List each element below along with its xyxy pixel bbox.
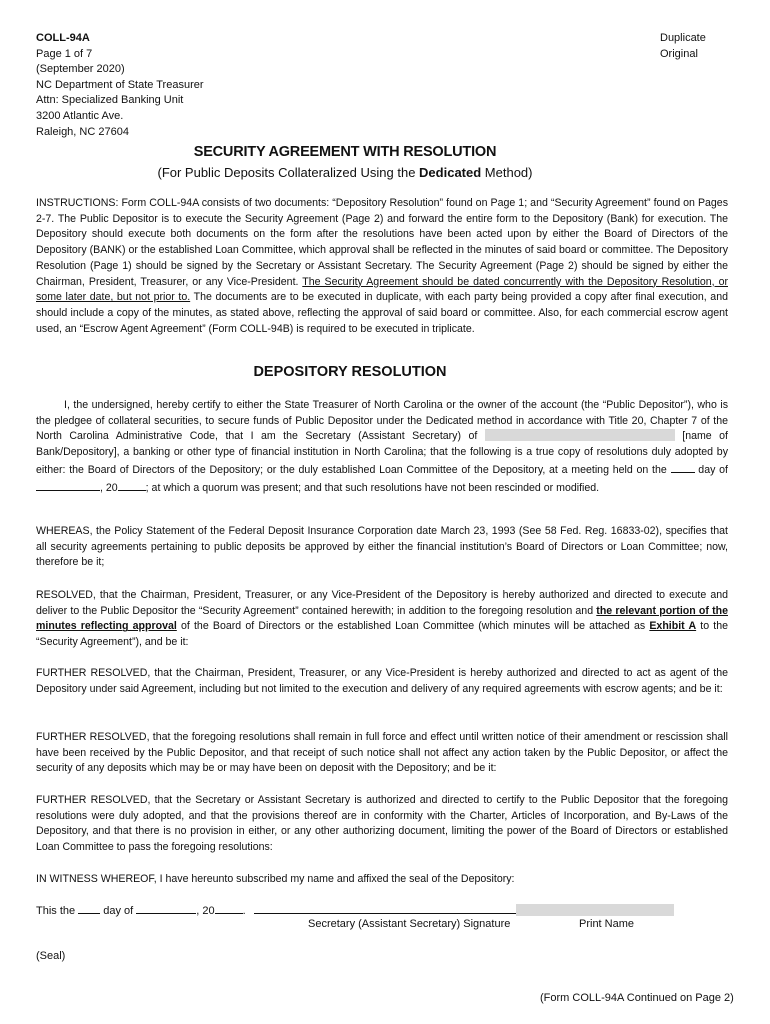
form-date: (September 2020) [36, 63, 125, 76]
subtitle-bold-method: Dedicated [419, 165, 482, 180]
resolved-text: RESOLVED, that the Chairman, President, Treasurer, or any Vice-President of the Depository is hereby authorized and directed to execute and deliver to the Public Depositor the “Security Agreement” contained herewith; in addition to the foregoing resolution and [36, 589, 728, 617]
form-id: COLL-94A [36, 32, 90, 44]
seal-label: (Seal) [36, 950, 66, 962]
subtitle-text: (For Public Deposits Collateralized Using the [157, 165, 420, 180]
certify-day-of: day of [694, 463, 728, 476]
bank-name-field[interactable] [485, 429, 675, 441]
attention-line: Attn: Specialized Banking Unit [36, 94, 184, 107]
resolved-text-2: of the Board of Directors or the established Loan Committee (which minutes will be attached as [176, 620, 650, 633]
page-number: Page 1 of 7 [36, 47, 93, 60]
signing-day-field[interactable] [78, 902, 100, 914]
instructions-paragraph [36, 196, 728, 337]
document-subtitle [0, 165, 690, 180]
certify-year-prefix: , 20 [100, 481, 118, 494]
section-title: DEPOSITORY RESOLUTION [253, 364, 447, 380]
sig-this-the: This the [36, 905, 79, 917]
further-resolved-certify-paragraph: FURTHER RESOLVED, that the Secretary or Assistant Secretary is authorized and directed to certify to the Public Depositor that the foregoing resolutions were duly adopted, and that the provisions thereof are in conformity with the Charter, Articles of Incorporation, and By-Laws of the Depository, and that there is no provision in either, or any other authorizing document, limiting the power of the Board of Directors or established Loan Committee to pass the foregoing resolutions: [36, 794, 728, 854]
signature-label: Secretary (Assistant Secretary) Signature [308, 918, 511, 930]
resolved-paragraph [36, 588, 728, 651]
print-name-field[interactable] [516, 904, 674, 916]
whereas-paragraph: WHEREAS, the Policy Statement of the Federal Deposit Insurance Corporation date March 23, 1993 (See 58 Fed. Reg. 16833-02), specifies that all security agreements pertaining to public deposits be approved by either the financial institution’s Board of Directors or Loan Committee; now, therefore be it; [36, 525, 728, 569]
further-resolved-agent-paragraph: FURTHER RESOLVED, that the Chairman, President, Treasurer, or any Vice-President is hereby authorized and directed to act as agent of the Depository under said Agreement, including but not limited to the execution and delivery of any required agreements with escrow agents; and be it: [36, 667, 728, 695]
sig-period: . [242, 905, 246, 917]
signing-month-field[interactable] [136, 902, 196, 914]
certification-paragraph [36, 398, 728, 496]
copy-labels [660, 31, 730, 62]
resolved-minutes-emphasis: the relevant portion of the minutes reflecting approval [36, 604, 728, 633]
document-title: SECURITY AGREEMENT WITH RESOLUTION [193, 144, 497, 160]
instructions-text: INSTRUCTIONS: Form COLL-94A consists of two documents: “Depository Resolution” found on Page 1; and “Security Agreement” found on Pages 2-7. The Public Depositor is to execute the Security Agreement (Page 2) and forward the entire form to the Depository (Bank) for execution. The Depository should execute both documents on the form after the resolutions have been acted upon by either the Board of Directors of the Depository (BANK) or the established Loan Committee, which approval shall be reflected in the minutes of said board or committee. The Depository Resolution (Page 1) should be signed by the Secretary or Assistant Secretary. The Security Agreement (Page 2) should be signed by either the Chairman, President, Treasurer, or any Vice-President. [36, 197, 728, 288]
signature-row [36, 902, 736, 917]
print-name-label: Print Name [579, 918, 635, 930]
meeting-day-field[interactable] [671, 461, 695, 473]
subtitle-text-end: Method) [481, 165, 533, 180]
header-block [36, 31, 296, 140]
instructions-underlined-text: The Security Agreement should be dated concurrently with the Depository Resolution, or some later date, but not prior to. [36, 275, 728, 304]
resolved-text-3: to the “Security Agreement”), and be it: [36, 620, 729, 649]
certify-text-2: [name of Bank/Depository], a banking or other type of financial institution in North Carolina; that the following is a true copy of resolutions duly adopted by either: the Board of Directors of the Depository; or the duly established Loan Committee of the Depository, at a meeting held on the [36, 430, 728, 476]
duplicate-label: Duplicate [660, 32, 706, 44]
signing-year-field[interactable] [215, 902, 243, 914]
city-state-zip: Raleigh, NC 27604 [36, 125, 129, 138]
department-name: NC Department of State Treasurer [36, 78, 204, 91]
exhibit-a-label: Exhibit A [649, 620, 697, 633]
sig-year-prefix: , 20 [196, 905, 215, 917]
secretary-signature-field[interactable] [254, 902, 516, 914]
continuation-footer: (Form COLL-94A Continued on Page 2) [540, 992, 734, 1004]
original-label: Original [660, 47, 698, 60]
certify-text: I, the undersigned, hereby certify to either the State Treasurer of North Carolina or the owner of the account (the “Public Depositor”), who is the pledgee of collateral securities, to secure funds of Public Depositor under the Dedicated method in accordance with Title 20, Chapter 7 of the North Carolina Administrative Code, that I am the Secretary (Assistant Secretary) of [36, 399, 728, 443]
certify-text-3: ; at which a quorum was present; and that such resolutions have not been rescinded or modified. [145, 481, 600, 494]
witness-statement: IN WITNESS WHEREOF, I have hereunto subscribed my name and affixed the seal of the Depository: [36, 873, 515, 885]
sig-day-of: day of [100, 905, 137, 917]
instructions-text-end: The documents are to be executed in duplicate, with each party being provided a copy after final execution, and should include a copy of the minutes, as stated above, reflecting the approval of said board or committee. Also, for each commercial escrow agent used, an “Escrow Agent Agreement” (Form COLL-94B) is required to be executed in triplicate. [36, 291, 728, 335]
street-address: 3200 Atlantic Ave. [36, 109, 124, 122]
further-resolved-effect-paragraph: FURTHER RESOLVED, that the foregoing resolutions shall remain in full force and effect until written notice of their amendment or rescission shall have been received by the Public Depositor, and that receipt of such notice shall not affect any action taken by the Public Depositor, or affect the security of any deposits which may be or may have been on deposit with the Depository; and be it: [36, 731, 728, 775]
meeting-year-field[interactable] [118, 479, 146, 491]
meeting-month-field[interactable] [36, 479, 100, 491]
